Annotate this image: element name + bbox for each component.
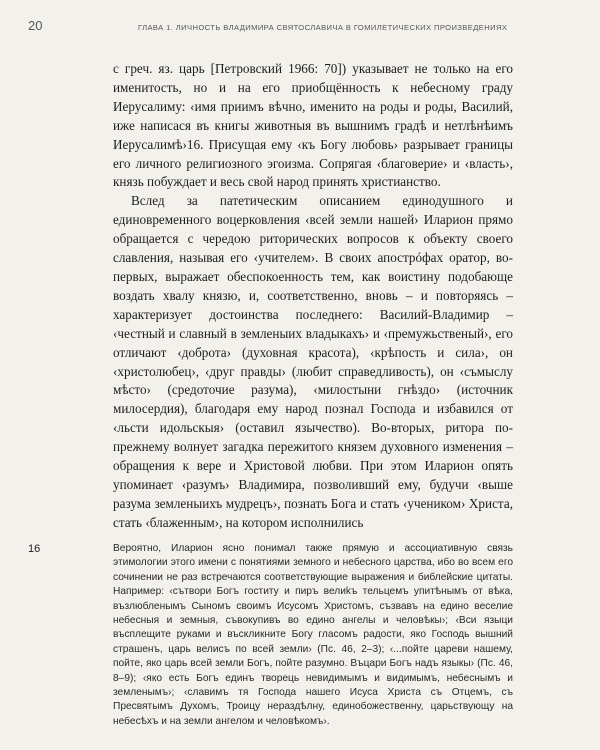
body-paragraph: с греч. яз. царь [Петровский 1966: 70]) указывает не только на его именитость, но и на его приобщённость к небесному граду Иерусалиму: ‹имя приимъ вѣчно, именито на роды и роды, Василий, иже написася въ книгы животныя въ вышнимъ градѣ и нетлѣнѣимъ Иерусалимѣ›16. Присущая ему ‹къ Богу любовь› разрывает границы его личного религиозного эгоизма. Сопрягая ‹благоверие› и ‹власть›, князь побуждает и весь свой народ принять христианство. [113, 61, 513, 190]
main-text [113, 60, 513, 533]
footnote [28, 542, 513, 729]
running-head: ГЛАВА 1. ЛИЧНОСТЬ ВЛАДИМИРА СВЯТОСЛАВИЧА В ГОМИЛЕТИЧЕСКИХ ПРОИЗВЕДЕНИЯХ [138, 23, 508, 32]
footnote-text: Вероятно, Иларион ясно понимал также прямую и ассоциативную связь этимологии этого имени с понятиями земного и небесного царства, ибо во всем его сочинении не раз встречаются соответствующие выражения и библейские цитаты. Например: ‹сътвори Богъ гоститу и пиръ велиkъ тельцемъ упитѣнымъ от вѣка, възлюбленымъ Сыномъ своимъ Исусомъ Христомъ, съзвавъ на едино веселие небесныя и земныя, съвокупивъ во едино ангелы и человѣкы›; ‹Вси языци въсплещите руками и въскликните Богу гласомъ радости, яко Господь вышний страшенъ, царь велисъ по всей земли› (Пс. 46, 2–3); ‹...пойте цареви нашему, пойте, яко царь всей земли Богъ, пойте разумно. Въцари Богъ надъ языкы› (Пс. 46, 8–9); ‹яко есть Богъ единъ творець невидимымъ и видимымъ, небеснымъ и земленымъ›; ‹славимъ тя Господа нашего Исуса Христа съ Отцемъ, съ Пресвятымъ Духомъ, Троицу нераздѣлну, единобожественну, царьствующу на небесѣхъ и на земли ангелом и человѣкомъ›. [113, 543, 513, 727]
page-header [28, 18, 564, 33]
page-number: 20 [28, 18, 43, 33]
body-paragraph: Вслед за патетическим описанием единодушного и единовременного воцерковления ‹всей земли нашей› Иларион прямо обращается с чередою риторических вопросов к объекту своего славления, называя его ‹учителем›. В своих апострóфах оратор, во-первых, выражает обеспокоенность тем, как воистину подобающе воздать хвалу князю, и, соответственно, вновь – и повторяясь – характеризует достоинства последнего: Василий-Владимир – ‹честный и славный в земленыих владыкахъ› и ‹премужьственый›, его отличают ‹доброта› (духовная красота), ‹крѣпость и сила›, он ‹христолюбец›, ‹друг правды› (любит справедливость), он ‹съмыслу мѣсто› (средоточие разума), ‹милостыни гнѣздо› (источник милосердия), благодаря ему народ познал Господа и избавился от ‹льсти идольскыя› (оставил язычество). Во-вторых, ритора по-прежнему волнует загадка пережитого князем духовного изменения – обращения к вере и Христовой любви. При этом Иларион опять упоминает ‹разумъ› Владимира, позволивший ему, будучи ‹выше разума земленыихъ мудрецъ›, познать Бога и стать ‹учеником› Христа, стать ‹блаженным›, на котором исполнились [113, 193, 513, 530]
footnote-number: 16 [28, 543, 41, 555]
